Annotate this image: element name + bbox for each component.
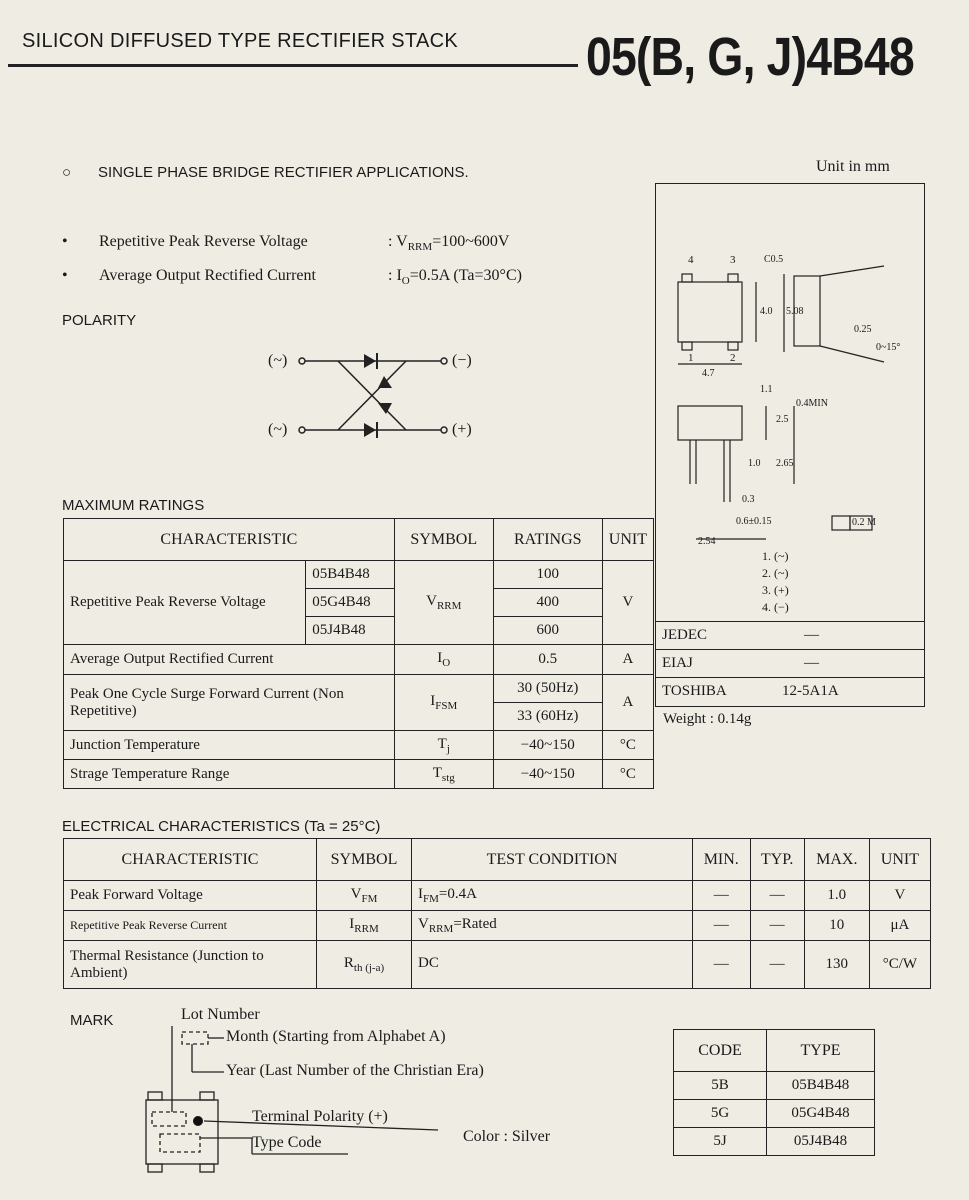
pin-number: 2 bbox=[730, 352, 736, 364]
cell-code: 5B bbox=[674, 1072, 767, 1100]
dimension-label: 1.1 bbox=[760, 384, 773, 395]
column-header: TEST CONDITION bbox=[412, 839, 693, 881]
cell-rating: 600 bbox=[493, 617, 602, 645]
cell-rating: 33 (60Hz) bbox=[493, 703, 602, 731]
mark-month: Month (Starting from Alphabet A) bbox=[226, 1028, 446, 1045]
cell-symbol: $I_O$ bbox=[394, 645, 493, 675]
application-bullet: ○ bbox=[62, 164, 72, 181]
column-header: SYMBOL bbox=[394, 519, 493, 561]
mark-lot-number: Lot Number bbox=[181, 1006, 260, 1023]
dimension-label: 0.25 bbox=[854, 324, 872, 335]
cell-code: 5J bbox=[674, 1128, 767, 1156]
dimension-label: 5.08 bbox=[786, 306, 804, 317]
table-row bbox=[674, 1128, 875, 1156]
package-outline-drawing bbox=[656, 184, 924, 614]
dimension-label: 4.0 bbox=[760, 306, 773, 317]
cell-symbol: $V_{RRM}$ bbox=[394, 561, 493, 645]
mark-drawing bbox=[138, 1026, 448, 1176]
package-weight: Weight : 0.14g bbox=[663, 711, 752, 727]
feature-value: : $V_{RRM}=100\sim 600V$ bbox=[388, 233, 510, 254]
cell-rating: −40~150 bbox=[493, 760, 602, 789]
table-row bbox=[674, 1100, 875, 1128]
application-text: SINGLE PHASE BRIDGE RECTIFIER APPLICATIONS. bbox=[98, 164, 469, 181]
cell-part: 05G4B48 bbox=[306, 589, 395, 617]
pin-list-item: 3. (+) bbox=[762, 583, 789, 597]
package-row-eiaj bbox=[656, 649, 924, 678]
cell-typ: — bbox=[750, 911, 804, 941]
cell-condition: $V_{RRM}=Rated$ bbox=[412, 911, 693, 941]
column-header: MAX. bbox=[804, 839, 869, 881]
package-row-label: JEDEC bbox=[662, 627, 707, 643]
cell-characteristic: Peak Forward Voltage bbox=[64, 881, 317, 911]
column-header: UNIT bbox=[869, 839, 930, 881]
feature-label: Repetitive Peak Reverse Voltage bbox=[99, 233, 308, 250]
package-box bbox=[655, 183, 925, 707]
mark-type-code: Type Code bbox=[252, 1134, 322, 1151]
pin-number: 4 bbox=[688, 254, 694, 266]
cell-symbol: $I_{FSM}$ bbox=[394, 675, 493, 731]
cell-condition: $I_{FM}=0.4A$ bbox=[412, 881, 693, 911]
dimension-label: 2.54 bbox=[698, 536, 716, 547]
column-header: TYPE bbox=[767, 1030, 875, 1072]
package-row-value: 12-5A1A bbox=[782, 683, 839, 699]
cell-unit: μA bbox=[869, 911, 930, 941]
cell-unit: °C bbox=[602, 731, 653, 760]
cell-characteristic: Peak One Cycle Surge Forward Current (Non Repetitive) bbox=[64, 675, 395, 731]
cell-min: — bbox=[693, 881, 751, 911]
cell-rating: −40~150 bbox=[493, 731, 602, 760]
column-header: CHARACTERISTIC bbox=[64, 519, 395, 561]
dimension-label: 4.7 bbox=[702, 368, 715, 379]
package-row-toshiba bbox=[656, 677, 924, 706]
feature-label: Average Output Rectified Current bbox=[99, 267, 316, 284]
cell-characteristic: Repetitive Peak Reverse Voltage bbox=[64, 561, 306, 645]
cell-min: — bbox=[693, 911, 751, 941]
cell-rating: 100 bbox=[493, 561, 602, 589]
cell-symbol: $R_{th (j-a)}$ bbox=[317, 941, 412, 989]
cell-characteristic: Junction Temperature bbox=[64, 731, 395, 760]
package-row-value: — bbox=[804, 655, 819, 671]
cell-part: 05B4B48 bbox=[306, 561, 395, 589]
cell-characteristic: Strage Temperature Range bbox=[64, 760, 395, 789]
cell-symbol: $T_j$ bbox=[394, 731, 493, 760]
code-table bbox=[673, 1029, 875, 1156]
cell-max: 130 bbox=[804, 941, 869, 989]
cell-unit: A bbox=[602, 645, 653, 675]
pin-list-item: 4. (−) bbox=[762, 600, 789, 614]
cell-typ: — bbox=[750, 941, 804, 989]
dimension-label: 0.4MIN bbox=[796, 398, 828, 409]
table-header-row bbox=[64, 519, 654, 561]
part-number: 05(B, G, J)4B48 bbox=[586, 27, 914, 87]
cell-unit: °C bbox=[602, 760, 653, 789]
cell-symbol: $T_{stg}$ bbox=[394, 760, 493, 789]
cell-type: 05J4B48 bbox=[767, 1128, 875, 1156]
electrical-table bbox=[63, 838, 931, 989]
mark-year: Year (Last Number of the Christian Era) bbox=[226, 1062, 484, 1079]
unit-label: Unit in mm bbox=[816, 158, 890, 175]
cell-part: 05J4B48 bbox=[306, 617, 395, 645]
terminal-label: (+) bbox=[452, 421, 472, 438]
table-row bbox=[64, 561, 654, 589]
pin-list-item: 2. (~) bbox=[762, 566, 789, 580]
max-ratings-title: MAXIMUM RATINGS bbox=[62, 497, 205, 514]
cell-max: 10 bbox=[804, 911, 869, 941]
cell-rating: 400 bbox=[493, 589, 602, 617]
package-row-jedec bbox=[656, 621, 924, 650]
cell-min: — bbox=[693, 941, 751, 989]
column-header: CHARACTERISTIC bbox=[64, 839, 317, 881]
table-row bbox=[64, 941, 931, 989]
table-row bbox=[674, 1072, 875, 1100]
cell-code: 5G bbox=[674, 1100, 767, 1128]
column-header: SYMBOL bbox=[317, 839, 412, 881]
column-header: MIN. bbox=[693, 839, 751, 881]
dimension-label: 0.2 M bbox=[852, 517, 876, 528]
cell-type: 05B4B48 bbox=[767, 1072, 875, 1100]
cell-max: 1.0 bbox=[804, 881, 869, 911]
cell-symbol: $I_{RRM}$ bbox=[317, 911, 412, 941]
cell-unit: A bbox=[602, 675, 653, 731]
cell-characteristic: Thermal Resistance (Junction to Ambient) bbox=[64, 941, 317, 989]
feature-value: : $I_O=0.5A$ (Ta=30°C) bbox=[388, 267, 522, 288]
package-row-label: TOSHIBA bbox=[662, 683, 727, 699]
dimension-label: 0~15° bbox=[876, 342, 901, 353]
dimension-label: 0.6±0.15 bbox=[736, 516, 772, 527]
cell-rating: 0.5 bbox=[493, 645, 602, 675]
pin-list-item: 1. (~) bbox=[762, 549, 789, 563]
mark-color: Color : Silver bbox=[463, 1128, 551, 1145]
cell-characteristic: Repetitive Peak Reverse Current bbox=[64, 911, 317, 941]
cell-unit: V bbox=[869, 881, 930, 911]
package-row-value: — bbox=[804, 627, 819, 643]
cell-unit: V bbox=[602, 561, 653, 645]
pin-list bbox=[762, 548, 789, 616]
table-row bbox=[64, 645, 654, 675]
table-row bbox=[64, 911, 931, 941]
dimension-label: 1.0 bbox=[748, 458, 761, 469]
bridge-rectifier-diagram bbox=[296, 348, 452, 438]
table-header-row bbox=[674, 1030, 875, 1072]
feature-bullet: • bbox=[62, 267, 68, 284]
column-header: TYP. bbox=[750, 839, 804, 881]
dimension-label: 0.3 bbox=[742, 494, 755, 505]
dimension-label: 2.5 bbox=[776, 414, 789, 425]
column-header: CODE bbox=[674, 1030, 767, 1072]
table-row bbox=[64, 675, 654, 703]
header-rule bbox=[8, 64, 578, 67]
table-row bbox=[64, 731, 654, 760]
cell-condition: DC bbox=[412, 941, 693, 989]
max-ratings-table bbox=[63, 518, 654, 789]
cell-symbol: $V_{FM}$ bbox=[317, 881, 412, 911]
table-header-row bbox=[64, 839, 931, 881]
cell-unit: °C/W bbox=[869, 941, 930, 989]
pin-number: 3 bbox=[730, 254, 736, 266]
cell-rating: 30 (50Hz) bbox=[493, 675, 602, 703]
polarity-title: POLARITY bbox=[62, 312, 137, 329]
electrical-title: ELECTRICAL CHARACTERISTICS (Ta = 25°C) bbox=[62, 818, 381, 835]
cell-typ: — bbox=[750, 881, 804, 911]
mark-polarity: Terminal Polarity (+) bbox=[252, 1108, 388, 1125]
terminal-label: (−) bbox=[452, 352, 472, 369]
table-row bbox=[64, 881, 931, 911]
dimension-label: C0.5 bbox=[764, 254, 784, 265]
dimension-label: 2.65 bbox=[776, 458, 794, 469]
feature-bullet: • bbox=[62, 233, 68, 250]
cell-characteristic: Average Output Rectified Current bbox=[64, 645, 395, 675]
terminal-label: (~) bbox=[268, 421, 288, 438]
column-header: RATINGS bbox=[493, 519, 602, 561]
package-row-label: EIAJ bbox=[662, 655, 693, 671]
header-title: SILICON DIFFUSED TYPE RECTIFIER STACK bbox=[22, 30, 458, 52]
terminal-label: (~) bbox=[268, 352, 288, 369]
cell-type: 05G4B48 bbox=[767, 1100, 875, 1128]
table-row bbox=[64, 760, 654, 789]
column-header: UNIT bbox=[602, 519, 653, 561]
pin-number: 1 bbox=[688, 352, 694, 364]
mark-title: MARK bbox=[70, 1012, 114, 1029]
